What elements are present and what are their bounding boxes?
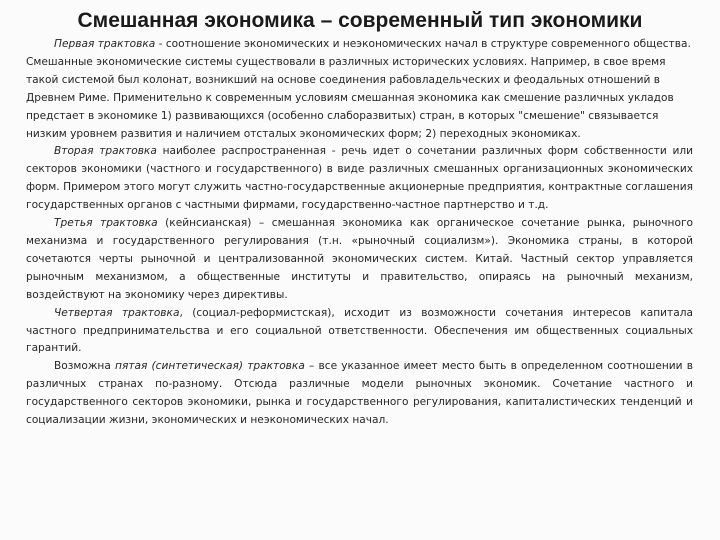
paragraph-second-interpretation	[26, 143, 693, 215]
paragraph-third-interpretation	[26, 215, 693, 305]
paragraph-text: – все указанное имеет место быть в определенном соотношении в различных странах по-разному. Отсюда различные модели рыночных экономик. Сочетание частного и государственного секторов экономики, рынка и государственного регулирования, капиталистических тенденций и социализации жизни, экономических и неэкономических начал.	[26, 360, 694, 427]
paragraph-fifth-interpretation	[26, 358, 693, 430]
paragraph-text: (кейнсианская) – смешанная экономика как органическое сочетание рынка, рыночного механизма и государственного регулирования (т.н. «рыночный социализм»). Экономика страны, в которой сочетаются черты рыночной и централизованной экономических систем. Китай. Частный сектор управляется рыночным механизмом, а общественные институты и правительство, опираясь на рыночный механизм, воздействуют на экономику через директивы.	[26, 217, 693, 301]
paragraph-lead: Вторая трактовка	[54, 145, 157, 158]
paragraph-lead: Четвертая трактовка	[54, 306, 180, 319]
paragraph-text: наиболее распространенная - речь идет о сочетании различных форм собственности или секторов экономики (частного и государственного) в виде различных смешанных организационных экономических форм. Примером этого могут служить частно-государственные акционерные предприятия, контрактные соглашения государственных органов с частными фирмами, государственно-частное партнерство и т.д.	[26, 145, 693, 212]
paragraph-first-interpretation	[26, 36, 693, 143]
paragraph-lead: пятая (синтетическая) трактовка	[115, 360, 305, 373]
paragraph-text: , (социал-реформистская), исходит из возможности сочетания интересов капитала частного предпринимательства и его социальной ответственности. Обеспечения им общественных социальных гарантий.	[26, 306, 693, 355]
slide-title: Смешанная экономика – современный тип экономики	[77, 9, 643, 32]
paragraph-lead: Третья трактовка	[54, 217, 158, 230]
paragraph-fourth-interpretation	[26, 305, 693, 359]
paragraph-prefix: Возможна	[54, 360, 116, 373]
paragraph-text: - соотношение экономических и неэкономических начал в структуре современного общества. Смешанные экономические системы существовали в различных исторических условиях. Например, в свое время такой системой был колонат, возникший на основе соединения рабовладельческих и феодальных отношений в Древнем Риме. Применительно к современным условиям смешанная экономика как смешение различных укладов предстает в экономике 1) развивающихся (особенно слаборазвитых) стран, в которых "смешение" связывается низким уровнем развития и наличием отсталых экономических форм; 2) переходных экономиках.	[26, 38, 691, 140]
paragraph-lead: Первая трактовка	[54, 38, 156, 50]
slide-body-text	[26, 36, 693, 430]
